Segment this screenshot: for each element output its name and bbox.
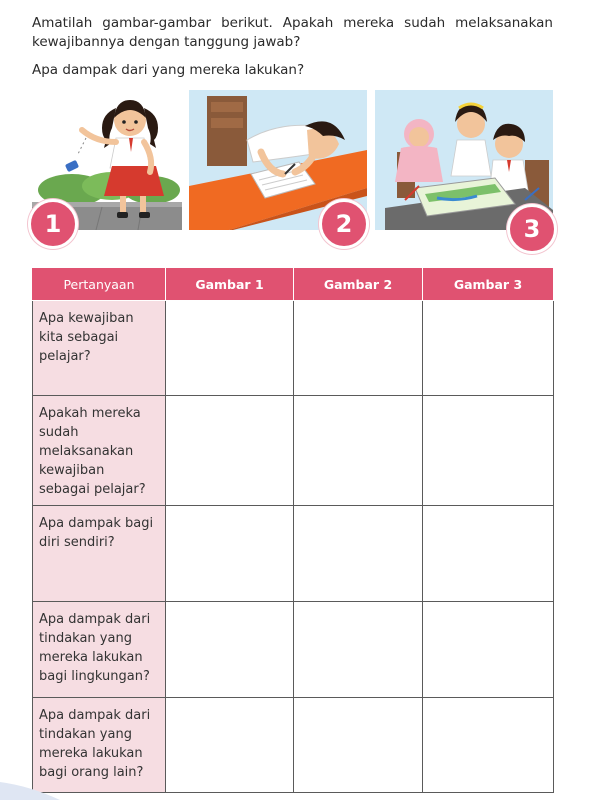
picture-number-badge: 2 <box>319 199 369 249</box>
column-header-pertanyaan: Pertanyaan <box>33 268 166 301</box>
question-cell: Apa dampak bagi diri sendiri? <box>33 506 166 602</box>
question-cell: Apa dampak dari tindakan yang mereka lakukan bagi lingkungan? <box>33 602 166 698</box>
question-cell: Apa kewajiban kita sebagai pelajar? <box>33 301 166 396</box>
column-header-gambar-3: Gambar 3 <box>423 268 554 301</box>
table-row <box>33 301 554 396</box>
table-row <box>33 506 554 602</box>
answer-cell-gambar-1[interactable] <box>166 698 294 793</box>
instruction-text: Amatilah gambar-gambar berikut. Apakah mereka sudah melaksanakan kewajibannya dengan tanggung jawab? <box>32 15 553 50</box>
column-header-gambar-1: Gambar 1 <box>166 268 294 301</box>
table-row <box>33 396 554 506</box>
decorative-swoosh <box>0 770 60 800</box>
instructions <box>32 14 553 80</box>
picture-number-badge: 1 <box>28 199 78 249</box>
table-row <box>33 698 554 793</box>
answer-cell-gambar-3[interactable] <box>423 396 554 506</box>
answer-cell-gambar-2[interactable] <box>294 698 423 793</box>
picture-number-badge: 3 <box>507 204 557 254</box>
answer-cell-gambar-3[interactable] <box>423 301 554 396</box>
answer-cell-gambar-1[interactable] <box>166 602 294 698</box>
answer-cell-gambar-2[interactable] <box>294 301 423 396</box>
answer-cell-gambar-3[interactable] <box>423 602 554 698</box>
answer-cell-gambar-2[interactable] <box>294 506 423 602</box>
answer-cell-gambar-3[interactable] <box>423 506 554 602</box>
column-header-gambar-2: Gambar 2 <box>294 268 423 301</box>
answer-cell-gambar-1[interactable] <box>166 396 294 506</box>
answer-cell-gambar-2[interactable] <box>294 602 423 698</box>
answer-cell-gambar-3[interactable] <box>423 698 554 793</box>
question-cell: Apakah mereka sudah melaksanakan kewajiban sebagai pelajar? <box>33 396 166 506</box>
question-cell: Apa dampak dari tindakan yang mereka lakukan bagi orang lain? <box>33 698 166 793</box>
answer-cell-gambar-1[interactable] <box>166 506 294 602</box>
answer-cell-gambar-2[interactable] <box>294 396 423 506</box>
table-header-row <box>33 268 554 301</box>
table-row <box>33 602 554 698</box>
question-text: Apa dampak dari yang mereka lakukan? <box>32 62 305 78</box>
worksheet-table <box>32 267 554 793</box>
answer-cell-gambar-1[interactable] <box>166 301 294 396</box>
